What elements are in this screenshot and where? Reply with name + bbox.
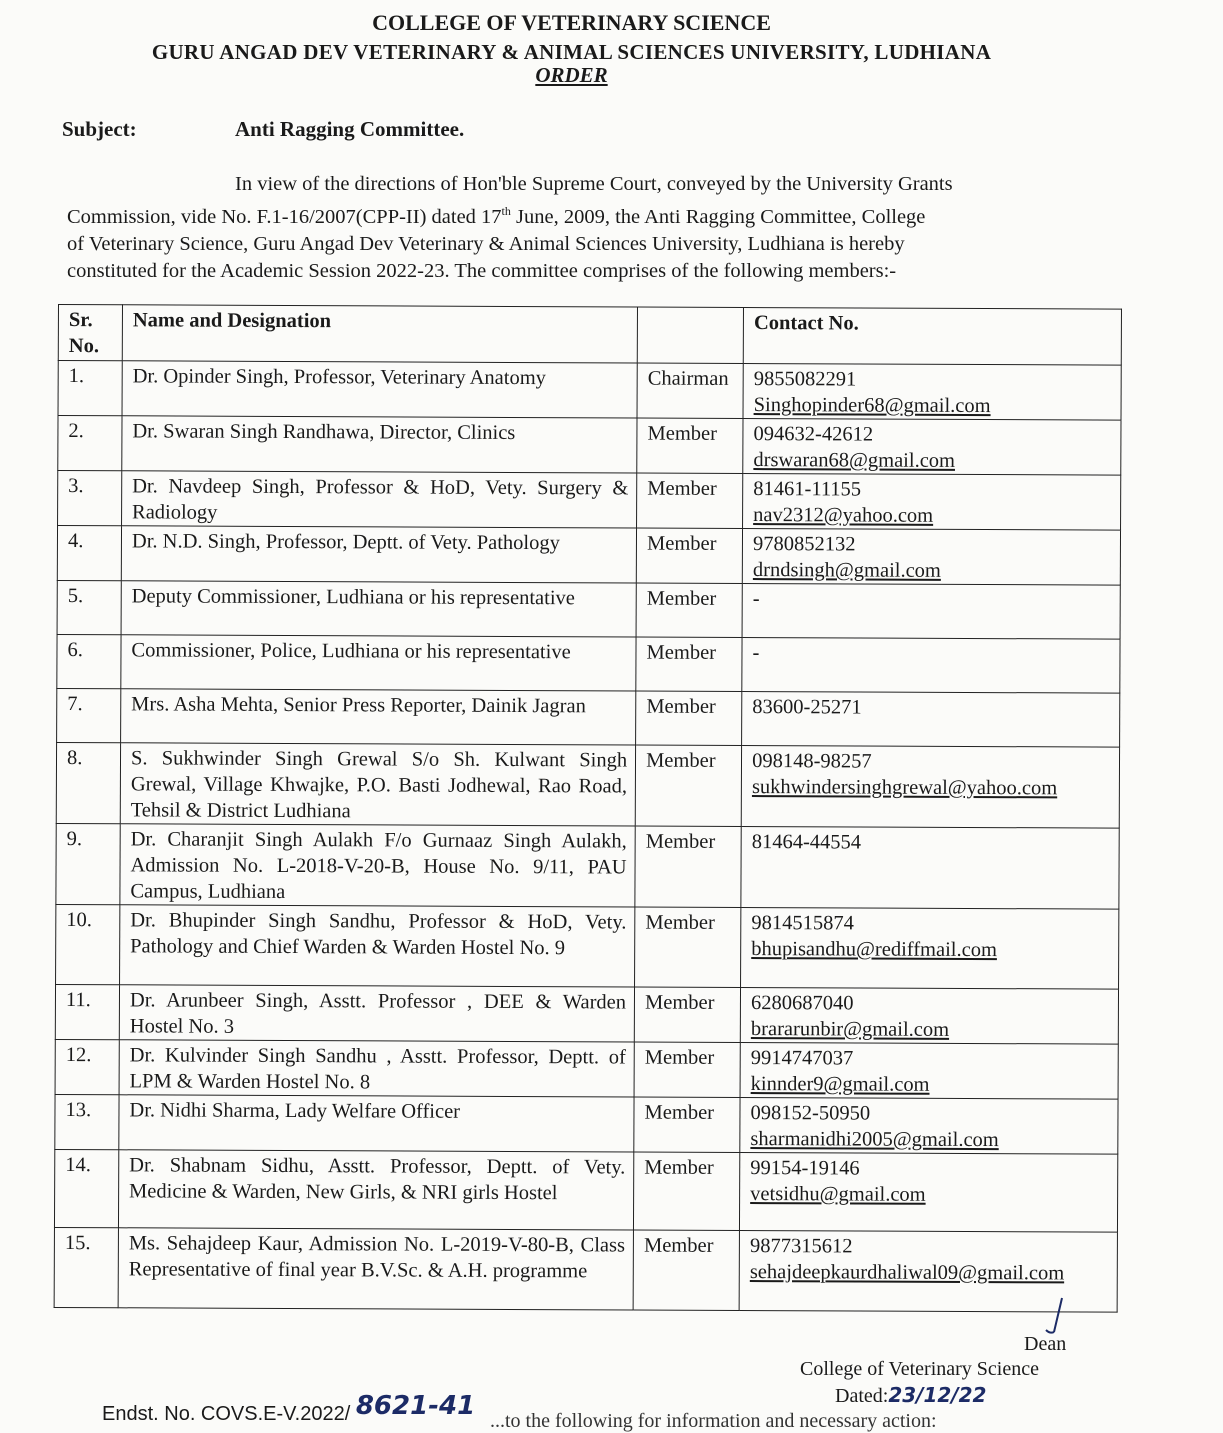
row-phone: 81464-44554	[751, 831, 862, 854]
row-contact	[740, 987, 1118, 1044]
row-contact	[742, 637, 1120, 693]
row-email[interactable]: nav2312@yahoo.com	[753, 504, 934, 527]
row-sr-no: 5.	[57, 580, 121, 634]
row-phone: 098152-50950	[750, 1102, 871, 1125]
row-email[interactable]: Singhopinder68@gmail.com	[753, 394, 991, 418]
row-role: Member	[634, 1152, 740, 1230]
row-role: Member	[634, 1097, 740, 1152]
row-sr-no: 6.	[57, 634, 121, 688]
intro-line-3: of Veterinary Science, Guru Angad Dev Veterinary & Animal Sciences University, Ludhiana is hereby	[67, 232, 905, 255]
row-sr-no: 11.	[55, 984, 119, 1039]
header-contact: Contact No.	[743, 307, 1121, 365]
row-name-designation: Dr. Opinder Singh, Professor, Veterinary Anatomy	[122, 361, 637, 418]
row-name-designation: Dr. Navdeep Singh, Professor & HoD, Vety. Surgery & Radiology	[121, 471, 636, 528]
row-role: Member	[635, 907, 741, 987]
dated-value: 23/12/22	[888, 1383, 987, 1407]
row-role: Member	[634, 1042, 740, 1097]
row-sr-no: 8.	[56, 742, 120, 823]
row-phone: 9877315612	[749, 1235, 853, 1258]
order-heading: ORDER	[535, 63, 608, 87]
row-role: Member	[633, 1230, 739, 1310]
intro-line-4: constituted for the Academic Session 2022-23. The committee comprises of the following members:-	[67, 259, 897, 282]
row-phone: 9814515874	[751, 912, 854, 935]
row-phone: 098148-98257	[752, 750, 872, 773]
row-contact	[742, 583, 1120, 639]
table-row	[56, 904, 1119, 989]
row-contact	[740, 1097, 1118, 1154]
table-header-row	[58, 305, 1121, 366]
row-sr-no: 3.	[58, 471, 122, 526]
row-role: Member	[635, 826, 741, 907]
header-name: Name and Designation	[122, 305, 637, 363]
table-row	[54, 1227, 1117, 1312]
table-row	[56, 742, 1119, 828]
dean-office: College of Veterinary Science	[800, 1358, 1039, 1380]
row-name-designation: Dr. Charanjit Singh Aulakh F/o Gurnaaz Singh Aulakh, Admission No. L-2018-V-20-B, House No. 9/11, PAU Campus, Ludhiana	[120, 824, 635, 907]
row-name-designation: Deputy Commissioner, Ludhiana or his representative	[121, 581, 636, 637]
table-row	[58, 471, 1121, 531]
subject-label: Subject:	[62, 117, 137, 141]
table-row	[58, 416, 1121, 476]
row-contact	[743, 363, 1121, 420]
row-email[interactable]: drswaran68@gmail.com	[753, 449, 956, 472]
table-row	[57, 634, 1120, 693]
row-name-designation: Mrs. Asha Mehta, Senior Press Reporter, Dainik Jagran	[121, 689, 636, 745]
row-name-designation: S. Sukhwinder Singh Grewal S/o Sh. Kulwant Singh Grewal, Village Khwajke, P.O. Basti Jodhewal, Rao Road, Tehsil & District Ludhiana	[120, 743, 635, 826]
row-contact	[743, 473, 1121, 530]
intro-paragraph	[67, 171, 1077, 285]
row-sr-no: 2.	[58, 416, 122, 471]
row-contact	[743, 418, 1121, 475]
header-role	[637, 307, 743, 363]
endorsement-number: 8621-41	[355, 1391, 476, 1421]
committee-table	[54, 304, 1122, 1313]
dean-title: Dean	[1024, 1333, 1067, 1355]
row-phone: -	[752, 588, 760, 611]
university-heading: GURU ANGAD DEV VETERINARY & ANIMAL SCIENCES UNIVERSITY, LUDHIANA	[151, 40, 992, 64]
row-email[interactable]: vetsidhu@gmail.com	[750, 1183, 926, 1206]
header-sr-no: Sr. No.	[58, 305, 122, 361]
row-sr-no: 7.	[57, 688, 121, 742]
row-phone: 81461-11155	[753, 478, 862, 501]
row-role: Member	[637, 473, 743, 528]
row-contact	[742, 528, 1120, 585]
row-sr-no: 15.	[54, 1227, 118, 1307]
row-phone: 094632-42612	[753, 423, 874, 446]
row-phone: 9914747037	[750, 1047, 854, 1070]
row-sr-no: 13.	[55, 1094, 119, 1149]
row-email[interactable]: sukhwindersinghgrewal@yahoo.com	[751, 776, 1058, 800]
row-sr-no: 14.	[54, 1149, 118, 1227]
row-role: Member	[635, 745, 741, 826]
row-name-designation: Dr. Swaran Singh Randhawa, Director, Clinics	[122, 416, 637, 473]
dated-line	[835, 1383, 986, 1408]
row-sr-no: 4.	[57, 526, 121, 581]
endorsement-continuation: ...to the following for information and necessary action:	[490, 1410, 937, 1432]
table-row	[58, 361, 1121, 421]
table-row	[57, 580, 1120, 639]
row-contact	[741, 826, 1119, 909]
row-contact	[742, 691, 1120, 747]
row-email[interactable]: drndsingh@gmail.com	[752, 559, 941, 582]
dean-signature	[1040, 1296, 1070, 1336]
row-role: Member	[636, 583, 742, 637]
row-role: Member	[636, 691, 742, 745]
row-role: Member	[634, 987, 740, 1042]
endorsement-line	[102, 1391, 476, 1427]
row-role: Member	[636, 528, 742, 583]
row-phone: -	[752, 642, 760, 665]
table-row	[57, 688, 1120, 747]
row-phone: 9780852132	[752, 533, 856, 556]
row-email[interactable]: bhupisandhu@rediffmail.com	[751, 938, 997, 962]
row-email[interactable]: sharmanidhi2005@gmail.com	[750, 1128, 999, 1152]
college-heading: COLLEGE OF VETERINARY SCIENCE	[372, 10, 771, 35]
row-contact	[740, 1152, 1118, 1232]
row-role: Member	[636, 637, 742, 691]
row-phone: 6280687040	[750, 992, 854, 1015]
dated-label: Dated:	[835, 1385, 889, 1407]
row-phone: 9855082291	[753, 368, 857, 391]
row-contact	[741, 907, 1119, 989]
row-name-designation: Dr. Nidhi Sharma, Lady Welfare Officer	[119, 1095, 634, 1152]
row-sr-no: 1.	[58, 361, 122, 416]
endorsement-label: Endst. No. COVS.E-V.2022/	[102, 1403, 351, 1425]
row-phone: 83600-25271	[752, 696, 862, 719]
row-name-designation: Commissioner, Police, Ludhiana or his representative	[121, 635, 636, 691]
row-sr-no: 10.	[56, 904, 120, 984]
row-phone: 99154-19146	[750, 1157, 860, 1180]
subject-value: Anti Ragging Committee.	[235, 117, 465, 141]
row-name-designation: Dr. Arunbeer Singh, Asstt. Professor , DEE & Warden Hostel No. 3	[119, 985, 634, 1042]
row-role: Chairman	[637, 363, 743, 418]
row-name-designation: Dr. Kulvinder Singh Sandhu , Asstt. Professor, Deptt. of LPM & Warden Hostel No. 8	[119, 1040, 634, 1097]
row-email[interactable]: kinnder9@gmail.com	[750, 1073, 930, 1096]
table-row	[55, 1094, 1118, 1154]
subject-line	[62, 117, 465, 142]
table-row	[57, 526, 1120, 586]
row-name-designation: Dr. Shabnam Sidhu, Asstt. Professor, Deptt. of Vety. Medicine & Warden, New Girls, & NRI girls Hostel	[118, 1150, 633, 1230]
row-sr-no: 9.	[56, 823, 120, 904]
row-email[interactable]: sehajdeepkaurdhaliwal09@gmail.com	[749, 1261, 1065, 1285]
row-email[interactable]: brararunbir@gmail.com	[750, 1018, 950, 1041]
table-row	[55, 984, 1118, 1044]
table-row	[54, 1149, 1117, 1232]
row-name-designation: Dr. Bhupinder Singh Sandhu, Professor & HoD, Vety. Pathology and Chief Warden & Warden Hostel No. 9	[119, 905, 634, 987]
row-name-designation: Dr. N.D. Singh, Professor, Deptt. of Vety. Pathology	[121, 526, 636, 583]
table-row	[56, 823, 1119, 909]
row-contact	[740, 1042, 1118, 1099]
row-sr-no: 12.	[55, 1039, 119, 1094]
table-row	[55, 1039, 1118, 1099]
row-name-designation: Ms. Sehajdeep Kaur, Admission No. L-2019-V-80-B, Class Representative of final year B.V.Sc. & A.H. programme	[118, 1228, 633, 1310]
intro-line-1: In view of the directions of Hon'ble Supreme Court, conveyed by the University Grants	[235, 173, 953, 195]
row-contact	[741, 745, 1119, 828]
row-role: Member	[637, 418, 743, 473]
intro-line-2: Commission, vide No. F.1-16/2007(CPP-II) dated 17th June, 2009, the Anti Ragging Committee, College	[67, 204, 926, 228]
